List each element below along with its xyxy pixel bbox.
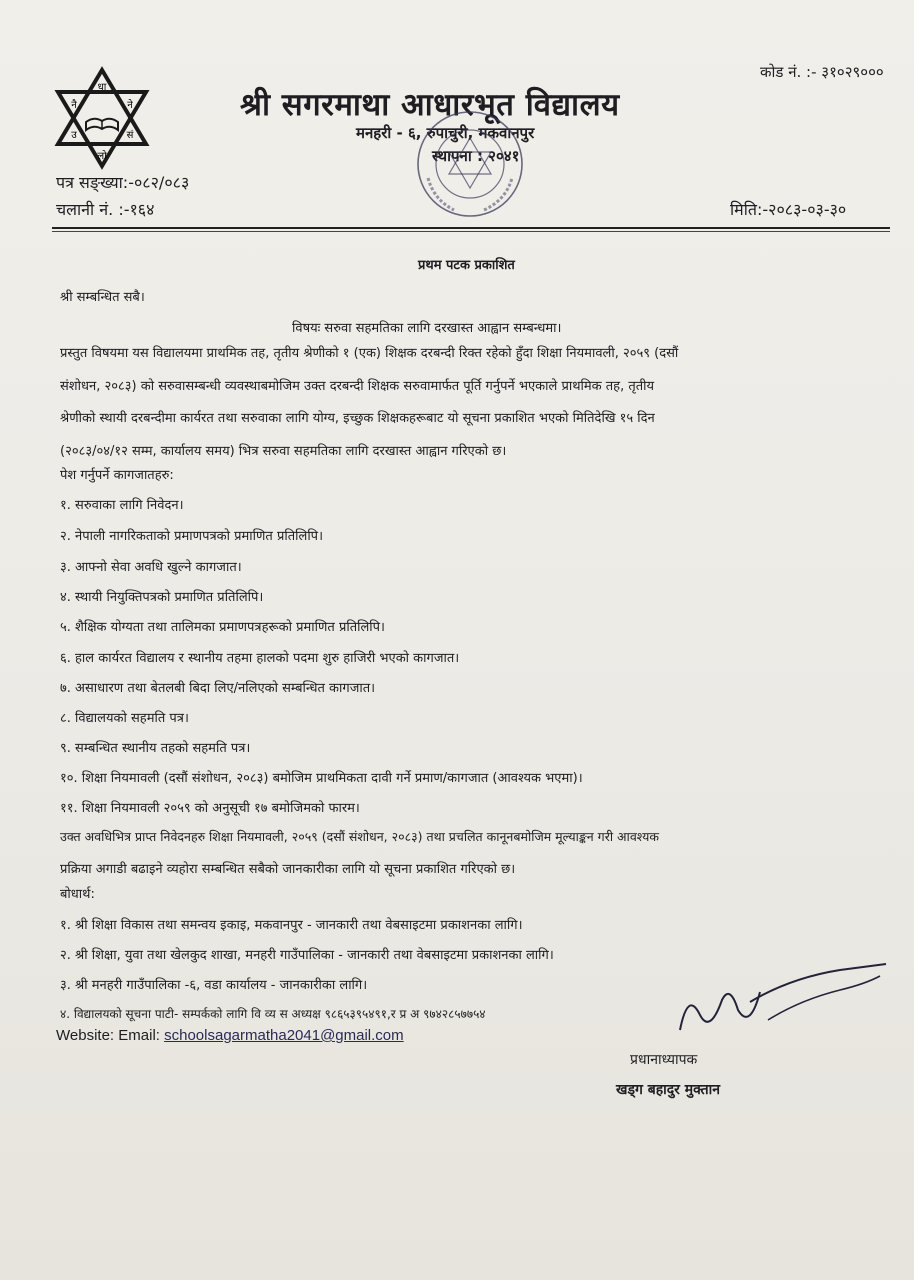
body-line: श्रेणीको स्थायी दरबन्दीमा कार्यरत तथा सरुवाका लागि योग्य, इच्छुक शिक्षकहरूबाट यो सूचना प्रकाशित भएको मितिदेखि १५ दिन (60, 411, 655, 426)
contact-line (56, 1027, 404, 1044)
logo-letter-bottom: लो (97, 151, 107, 162)
letter-date: मिति:-२०८३-०३-३० (730, 200, 847, 219)
document-item: २. नेपाली नागरिकताको प्रमाणपत्रको प्रमाणित प्रतिलिपि। (60, 529, 323, 544)
document-item: ६. हाल कार्यरत विद्यालय र स्थानीय तहमा हालको पदमा शुरु हाजिरी भएको कागजात। (60, 651, 460, 666)
body-line: (२०८३/०४/१२ सम्म, कार्यालय समय) भित्र सरुवा सहमतिका लागि दरखास्त आह्वान गरिएको छ। (60, 444, 507, 459)
document-item: १. सरुवाका लागि निवेदन। (60, 498, 184, 513)
document-item: ३. आफ्नो सेवा अवधि खुल्ने कागजात। (60, 560, 242, 575)
logo-letter-lower-right: सं (126, 130, 134, 141)
closing-line: उक्त अवधिभित्र प्राप्त निवेदनहरु शिक्षा नियमावली, २०५९ (दसौं संशोधन, २०८३) तथा प्रचलित कानूनबमोजिम मूल्याङ्कन गरी आवश्यक (60, 829, 659, 844)
school-logo-icon (52, 66, 152, 170)
document-item: ४. स्थायी नियुक्तिपत्रको प्रमाणित प्रतिलिपि। (60, 590, 264, 605)
document-item: १०. शिक्षा नियमावली (दसौं संशोधन, २०८३) बमोजिम प्राथमिकता दावी गर्ने प्रमाण/कागजात (आवश्यक भएमा)। (60, 771, 583, 786)
email-label: Email: (118, 1027, 160, 1044)
cc-item: १. श्री शिक्षा विकास तथा समन्वय इकाइ, मकवानपुर - जानकारी तथा वेबसाइटमा प्रकाशनका लागि। (60, 918, 523, 933)
cc-item: ४. विद्यालयको सूचना पाटी- सम्पर्कको लागि वि व्य स अध्यक्ष ९८६५३९५४९१,र प्र अ ९७४२८५७७५४ (60, 1007, 486, 1021)
established-year: स्थापना : २०४१ (432, 147, 520, 165)
cc-item: २. श्री शिक्षा, युवा तथा खेलकुद शाखा, मनहरी गाउँपालिका - जानकारी तथा वेबसाइटमा प्रकाशनका लागि। (60, 948, 554, 963)
letter-number: पत्र सङ्ख्या:-०८२/०८३ (56, 173, 190, 192)
school-address: मनहरी - ६, रुपाचुरी, मकवानपुर (356, 124, 535, 142)
subject-line: विषयः सरुवा सहमतिका लागि दरखास्त आह्वान सम्बन्धमा। (292, 321, 562, 336)
header-divider (52, 227, 890, 229)
code-number: कोड नं. :- ३१०२९००० (760, 63, 884, 81)
dispatch-number: चलानी नं. :-१६४ (56, 200, 155, 219)
document-item: ११. शिक्षा नियमावली २०५९ को अनुसूची १७ बमोजिमको फारम। (60, 801, 360, 816)
document-item: ५. शैक्षिक योग्यता तथा तालिमका प्रमाणपत्रहरूको प्रमाणित प्रतिलिपि। (60, 620, 385, 635)
document-item: ८. विद्यालयको सहमति पत्र। (60, 711, 189, 726)
school-seal-stamp (414, 108, 526, 220)
header-divider-thin (52, 231, 890, 232)
logo-letter-left: नै (71, 100, 77, 111)
logo-letter-lower-left: उ (71, 130, 77, 141)
email-link[interactable]: schoolsagarmatha2041@gmail.com (164, 1027, 404, 1044)
document-item: ७. असाधारण तथा बेतलबी बिदा लिए/नलिएको सम्बन्धित कागजात। (60, 681, 376, 696)
principal-title: प्रधानाध्यापक (630, 1052, 698, 1068)
document-item: ९. सम्बन्धित स्थानीय तहको सहमति पत्र। (60, 741, 251, 756)
body-line: प्रस्तुत विषयमा यस विद्यालयमा प्राथमिक तह, तृतीय श्रेणीको १ (एक) शिक्षक दरबन्दी रिक्त रहेको हुँदा शिक्षा नियमावली, २०५९ (दसौं (60, 346, 679, 361)
school-name: श्री सगरमाथा आधारभूत विद्यालय (240, 87, 620, 123)
salutation: श्री सम्बन्धित सबै। (60, 290, 145, 305)
publication-status: प्रथम पटक प्रकाशित (418, 258, 515, 273)
documents-heading: पेश गर्नुपर्ने कागजातहरु: (60, 468, 174, 483)
logo-letter-right: ने (127, 100, 133, 111)
website-label: Website: (56, 1027, 115, 1044)
logo-letter-top: धा (97, 82, 107, 93)
body-line: संशोधन, २०८३) को सरुवासम्बन्धी व्यवस्थाबमोजिम उक्त दरबन्दी शिक्षक सरुवामार्फत पूर्ति गर्नुपर्ने भएकाले प्राथमिक तह, तृतीय (60, 379, 655, 394)
closing-line: प्रक्रिया अगाडी बढाइने व्यहोरा सम्बन्धित सबैको जानकारीका लागि यो सूचना प्रकाशित गरिएको छ। (60, 862, 516, 877)
principal-name: खड्ग बहादुर मुक्तान (616, 1082, 721, 1098)
cc-heading: बोधार्थ: (60, 887, 95, 902)
cc-item: ३. श्री मनहरी गाउँपालिका -६, वडा कार्यालय - जानकारीका लागि। (60, 978, 368, 993)
signature-scrawl (640, 960, 890, 1040)
